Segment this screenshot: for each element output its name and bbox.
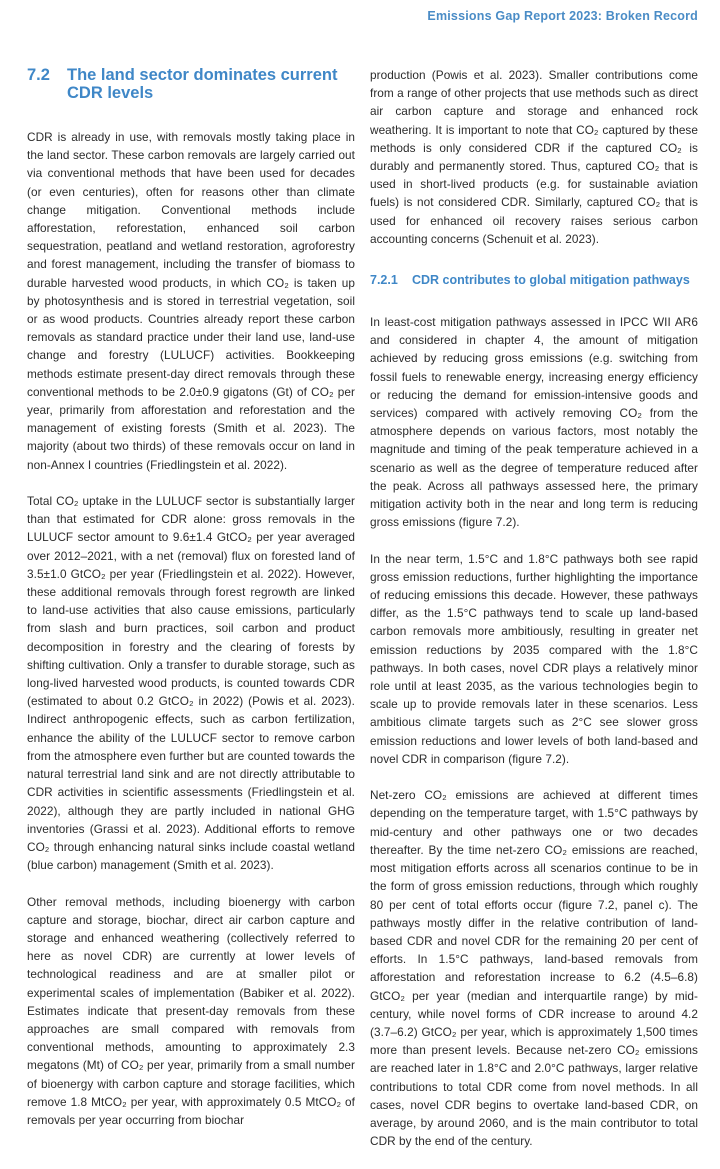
paragraph: Other removal methods, including bioenergy with carbon capture and storage, biochar, direct air carbon capture and storage and enhanced weathering (collectively referred to here as novel CDR) are currently at lower levels of technological readiness and are at smaller pilot or experimental scales of implementation (Babiker et al. 2022). Estimates indicate that present-day removals from these approaches are small compared with removals from conventional methods, amounting to approximately 2.3 megatons (Mt) of CO₂ per year, primarily from a small number of bioenergy with carbon capture and storage facilities, which remove 1.8 MtCO₂ per year, with approximately 0.5 MtCO₂ of removals per year occurring from biochar [27,894,355,1127]
paragraph: CDR is already in use, with removals mostly taking place in the land sector. These carbon removals are largely carried out via conventional methods that have been used for decades (or even centuries), often for reasons other than climate change mitigation. Conventional methods include afforestation, reforestation, enhanced soil carbon sequestration, peatland and wetland restoration, agroforestry and forest management, including the transfer of biomass to durable harvested wood products, in which CO₂ is taken up by photosynthesis and is stored in terrestrial vegetation, soil or as wood products. Countries already report these carbon removals as standard practice under their land use, land-use change and forestry (LULUCF) activities. Bookkeeping methods estimate present-day direct removals through these conventional methods to be 2.0±0.9 gigatons (Gt) of CO₂ per year, primarily from afforestation and reforestation and the management of existing forests (Smith et al. 2023). The majority (about two thirds) of these removals occur on land in non-Annex I countries (Friedlingstein et al. 2022). [27,130,355,472]
section-title: The land sector dominates current CDR levels [67,66,338,102]
running-header: Emissions Gap Report 2023: Broken Record [427,9,698,23]
section-heading [27,66,355,102]
paragraph: production (Powis et al. 2023). Smaller contributions come from a range of other projects that use methods such as direct air carbon capture and storage and enhanced rock weathering. It is important to note that CO₂ captured by these methods is only considered CDR if the captured CO₂ is durably and permanently stored. Thus, captured CO₂ that is used in short-lived products (e.g. for sustainable aviation fuels) is not considered CDR. Similarly, captured CO₂ that is used for enhanced oil recovery raises serious carbon accounting concerns (Schenuit et al. 2023). [370,68,698,246]
right-column [370,66,698,1169]
subsection-heading [370,271,698,289]
paragraph: In least-cost mitigation pathways assessed in IPCC WII AR6 and considered in chapter 4, the amount of mitigation achieved by reducing gross emissions (e.g. switching from fossil fuels to renewable energy, increasing energy efficiency or reducing the demand for emission-intensive goods and services) compared with actively removing CO₂ from the atmosphere depends on various factors, most notably the magnitude and timing of the peak temperature achieved in a scenario as well as the degree of temperature reduced after the peak. Across all pathways assessed here, the primary mitigation activity both in the near and long term is reducing gross emissions (figure 7.2). [370,315,698,530]
paragraph: Total CO₂ uptake in the LULUCF sector is substantially larger than that estimated for CDR alone: gross removals in the LULUCF sector amount to 9.6±1.4 GtCO₂ per year averaged over 2012–2021, with a net (removal) flux on forested land of 3.5±1.0 GtCO₂ per year (Friedlingstein et al. 2022). However, these additional removals through forest regrowth are linked to land-use activities that also cause emissions, particularly from slash and burn practices, soil carbon and product decomposition in forestry and the clearing of forests by shifting cultivation. Only a transfer to durable storage, such as long-lived harvested wood products, is counted towards CDR (estimated to about 0.2 GtCO₂ in 2022) (Powis et al. 2023). Indirect anthropogenic effects, such as carbon fertilization, enhance the ability of the LULUCF sector to remove carbon from the atmosphere even further but are counted towards the natural terrestrial land sink and are not directly attributable to CDR activities in scientific assessments (Friedlingstein et al. 2022), although they are partly included in national GHG inventories (Grassi et al. 2023). Additional efforts to remove CO₂ through enhancing natural sinks include coastal wetland (blue carbon) management (Smith et al. 2023). [27,494,355,873]
section-number: 7.2 [27,66,50,84]
left-column [27,66,355,1147]
paragraph: Net-zero CO₂ emissions are achieved at different times depending on the temperature target, with 1.5°C pathways by mid-century and other pathways one or two decades thereafter. By the time net-zero CO₂ emissions are reached, most mitigation efforts across all scenarios continue to be in the form of gross emission reductions, through which roughly 80 per cent of total efforts occur (figure 7.2, panel c). The pathways mostly differ in the relative contribution of land-based CDR and novel CDR for the remaining 20 per cent of efforts. In 1.5°C pathways, land-based removals from afforestation and reforestation increase to 6.2 (4.5–6.8) GtCO₂ per year (median and interquartile range) by mid-century, while novel forms of CDR increase to around 4.2 (3.7–6.2) GtCO₂ per year, which is approximately 1,500 times more than present levels. Because net-zero CO₂ emissions are reached later in 1.8°C and 2.0°C pathways, larger relative contributions to total CDR come from novel methods. In all cases, novel CDR begins to overtake land-based CDR, on average, by around 2060, and is the main contributor to total CDR by the end of the century. [370,788,698,1149]
subsection-title: CDR contributes to global mitigation pathways [412,273,690,288]
paragraph: In the near term, 1.5°C and 1.8°C pathways both see rapid gross emission reductions, further highlighting the importance of reducing emissions this decade. However, these pathways differ, as the 1.5°C pathways tend to scale up land-based carbon removals more ambitiously, resulting in greater net emission reductions by 2035 compared with the 1.8°C pathways. In both cases, novel CDR plays a relatively minor role until at least 2035, as the various technologies begin to scale up to provide removals later in these scenarios. Less ambitious climate targets such as 2°C see slower gross emission reductions and lower levels of both land-based and novel CDR in comparison (figure 7.2). [370,551,698,766]
subsection-number: 7.2.1 [370,273,398,288]
